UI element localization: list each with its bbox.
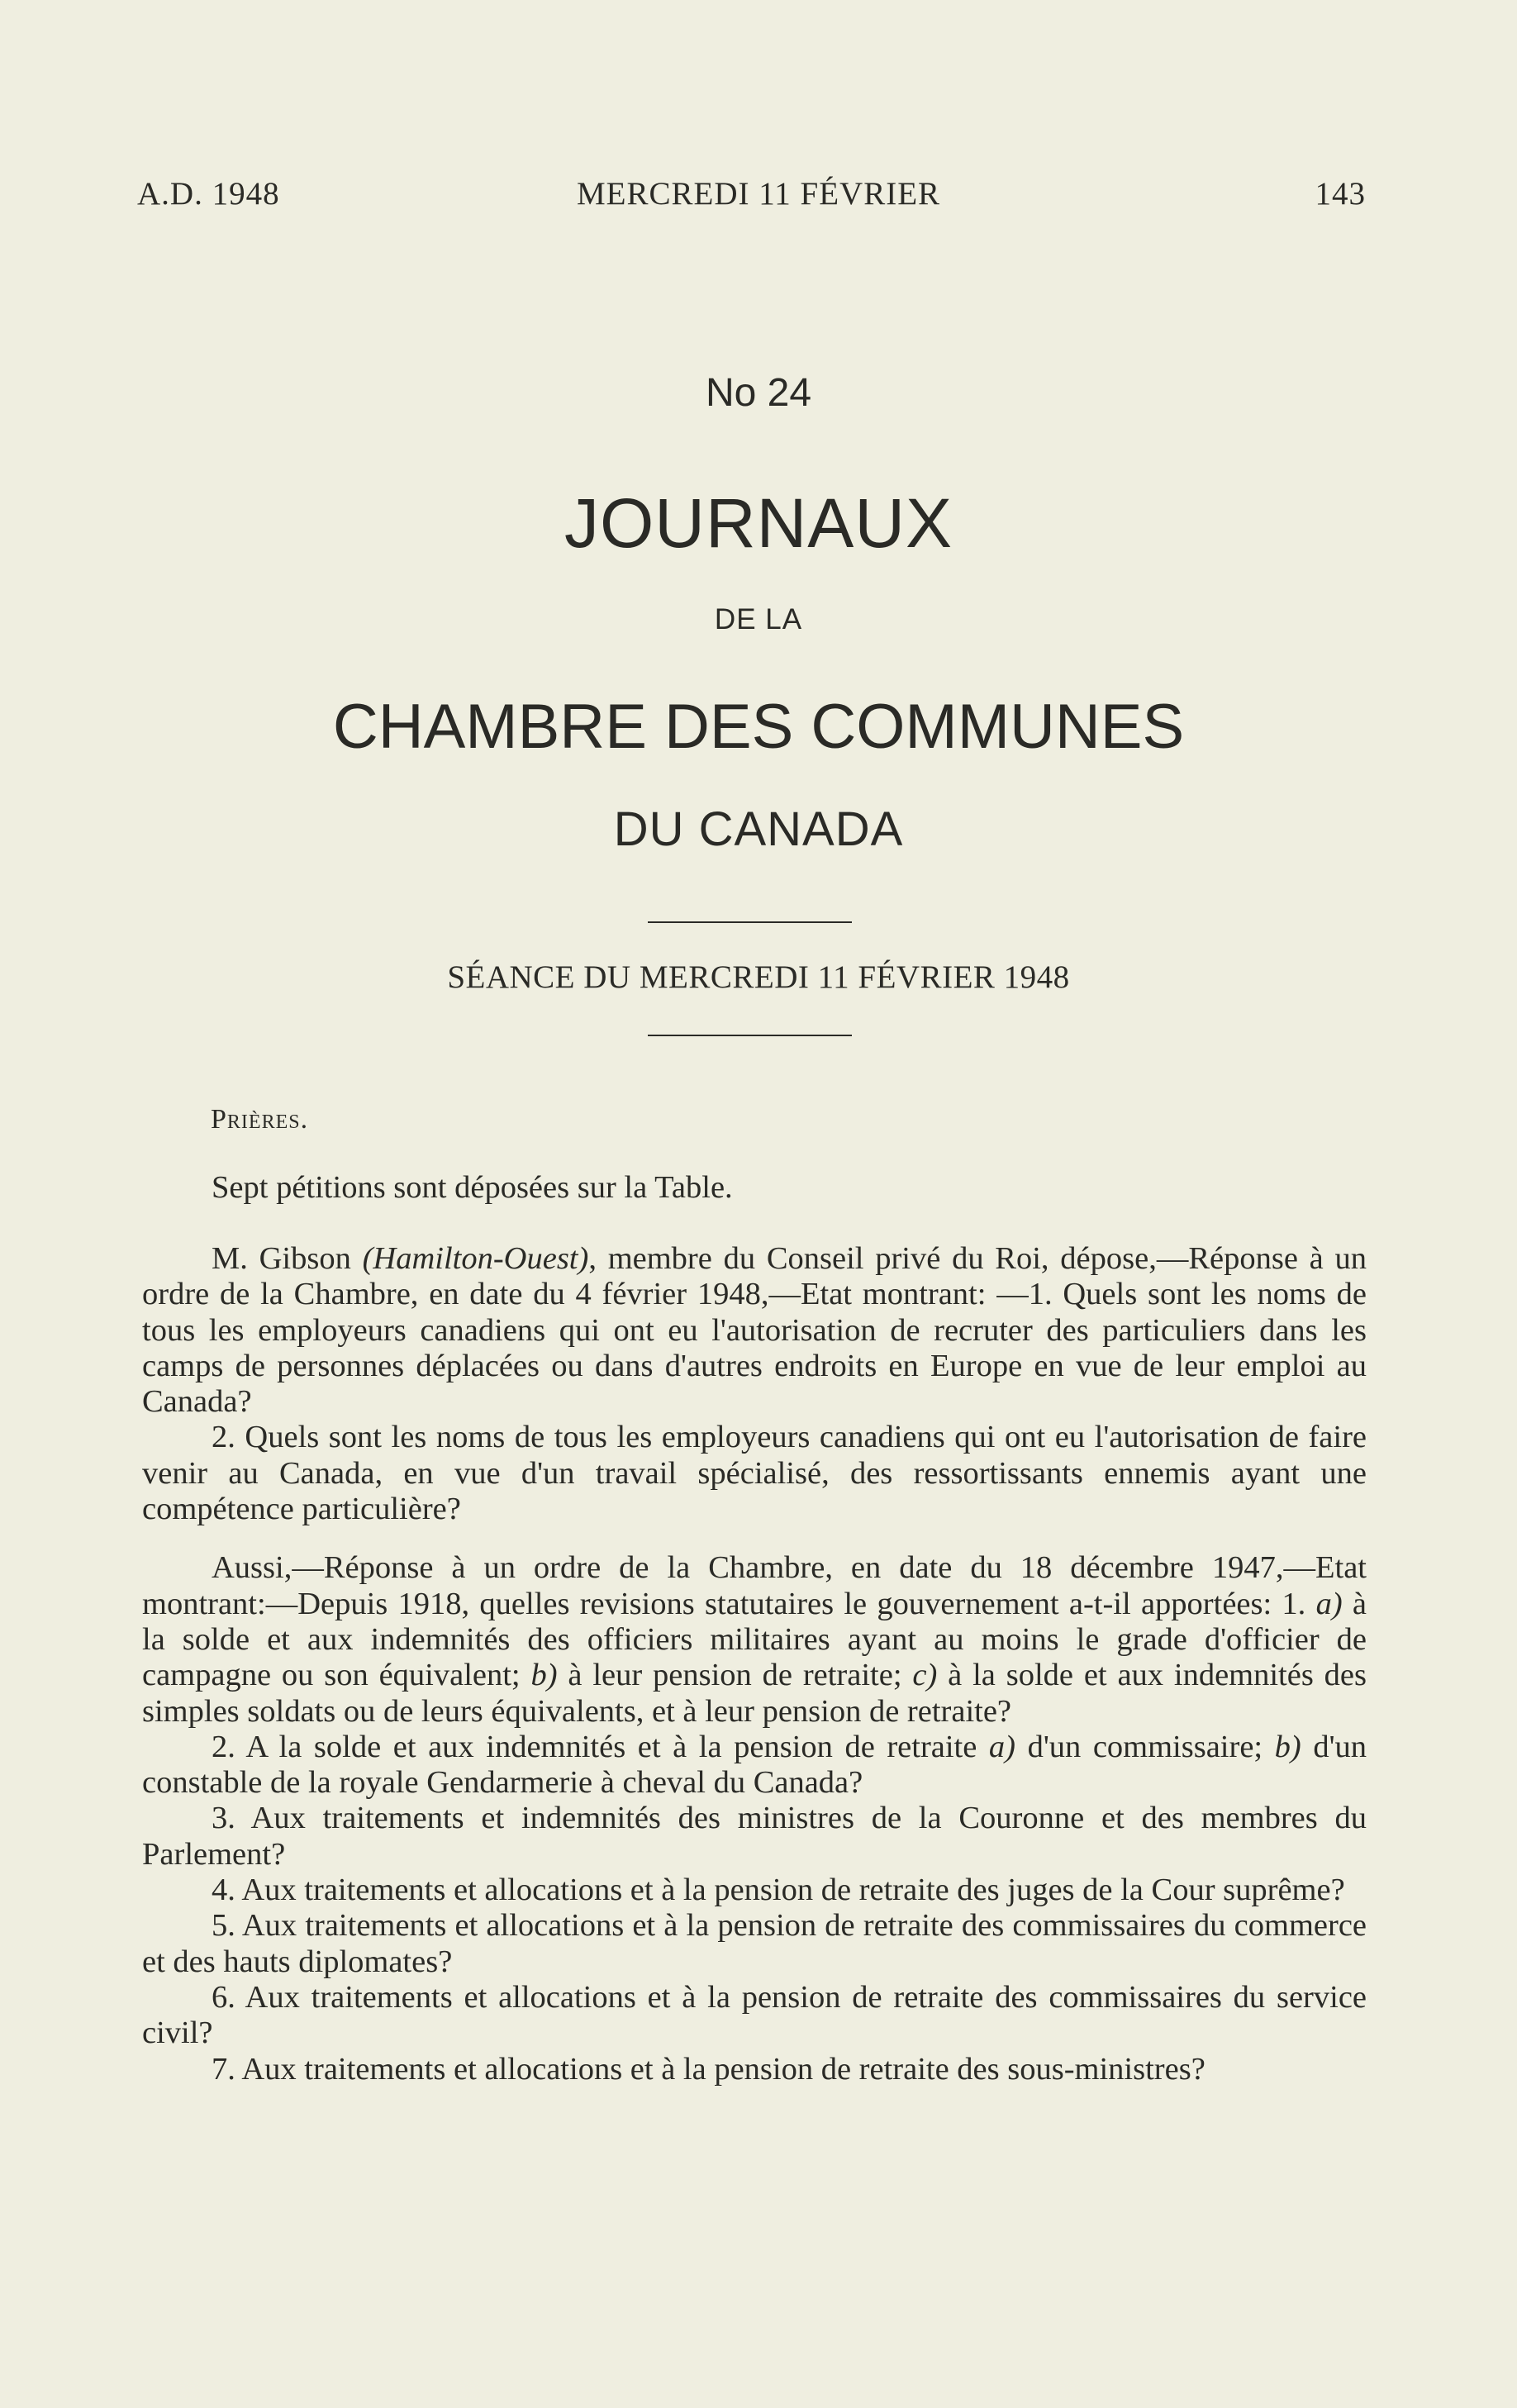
- divider-rule: [648, 1035, 852, 1036]
- page-number: 143: [1315, 176, 1366, 212]
- question-paragraph: 2. A la solde et aux indemnités et à la pension de retraite a) d'un commissaire; b) d'un constable de la royale Gendarmerie à cheval du Canada?: [142, 1729, 1367, 1801]
- sitting-heading: SÉANCE DU MERCREDI 11 FÉVRIER 1948: [447, 959, 1070, 995]
- chamber-title: CHAMBRE DES COMMUNES: [332, 692, 1185, 762]
- issue-number: No 24: [705, 371, 812, 415]
- running-head: [0, 175, 1517, 217]
- title-connector: DE LA: [714, 603, 803, 635]
- divider-rule: [648, 921, 852, 923]
- country-title: DU CANADA: [613, 802, 904, 856]
- date-heading: MERCREDI 11 FÉVRIER: [576, 176, 941, 212]
- riding-name: (Hamilton-Ouest): [362, 1241, 589, 1276]
- order-text: [142, 1241, 1367, 2087]
- question-paragraph: 5. Aux traitements et allocations et à la pension de retraite des commissaires du commerce et des hauts diplomates?: [142, 1908, 1367, 1979]
- journal-title: JOURNAUX: [564, 484, 953, 562]
- question-paragraph: 2. Quels sont les noms de tous les employeurs canadiens qui ont eu l'autorisation de faire venir au Canada, en vue d'un travail spécialisé, des ressortissants ennemis ayant une compétence particulière?: [142, 1420, 1367, 1527]
- petitions-paragraph: [142, 1170, 1367, 1206]
- return-paragraph: Aussi,—Réponse à un ordre de la Chambre, en date du 18 décembre 1947,—Etat montrant:—Depuis 1918, quelles revisions statutaires le gouvernement a-t-il apportées: 1. a) à la solde et aux indemnités des officiers militaires ayant au moins le grade d'officier de campagne ou son équivalent; b) à leur pension de retraite; c) à la solde et aux indemnités des simples soldats ou de leurs équivalents, et à leur pension de retraite?: [142, 1550, 1367, 1729]
- petitions-text: Sept pétitions sont déposées sur la Table.: [212, 1170, 733, 1205]
- question-paragraph: 6. Aux traitements et allocations et à la pension de retraite des commissaires du service civil?: [142, 1979, 1367, 2051]
- question-paragraph: 7. Aux traitements et allocations et à la pension de retraite des sous-ministres?: [212, 2051, 1206, 2087]
- return-paragraph: M. Gibson (Hamilton-Ouest), membre du Conseil privé du Roi, dépose,—Réponse à un ordre de la Chambre, en date du 4 février 1948,—Etat montrant: —1. Quels sont les noms de tous les employeurs canadiens qui ont eu l'autorisation de recruter des particuliers dans les camps de personnes déplacées ou dans d'autres endroits en Europe en vue de leur emploi au Canada?: [142, 1241, 1367, 1420]
- prayers-heading: Prières.: [211, 1104, 309, 1135]
- question-paragraph: 4. Aux traitements et allocations et à la pension de retraite des juges de la Cour suprême?: [212, 1873, 1345, 1908]
- year-label: A.D. 1948: [137, 176, 280, 212]
- question-paragraph: 3. Aux traitements et indemnités des ministres de la Couronne et des membres du Parlement?: [142, 1801, 1367, 1872]
